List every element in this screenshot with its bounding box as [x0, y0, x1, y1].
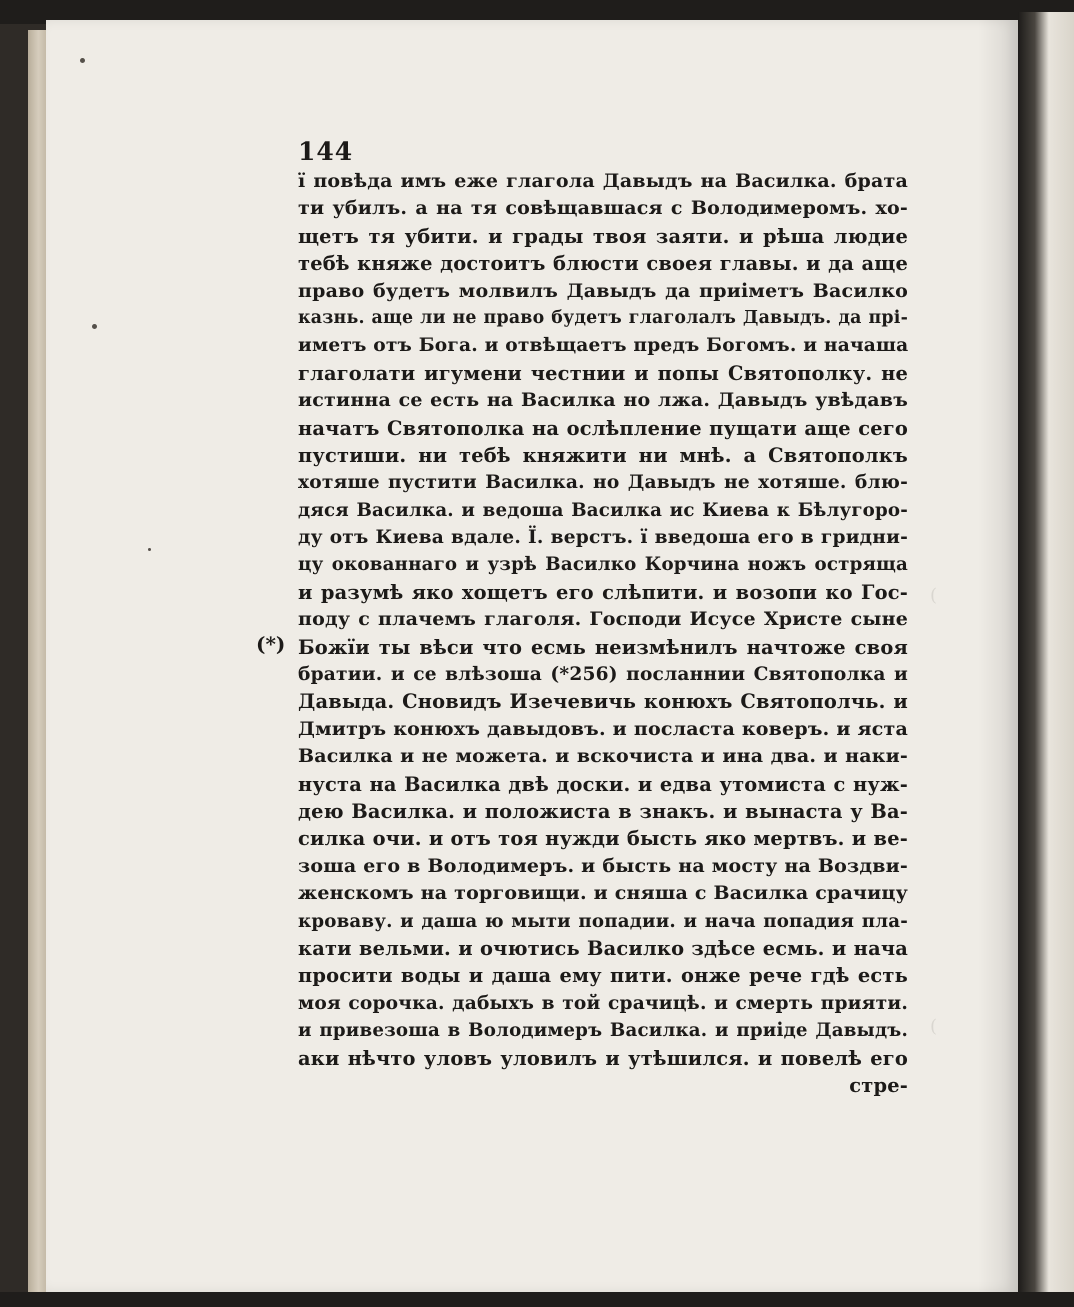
text-line: цу окованнаго и узрѣ Василко Корчина ножъ остряща: [298, 554, 908, 576]
text-line: глаголати игумени честнии и попы Святополку. не: [298, 361, 908, 385]
text-line: хотяше пустити Василка. но Давыдъ не хотяше. блю-: [298, 472, 908, 494]
text-line: кати вельми. и очютись Василко здѣсе есмь. и нача: [298, 936, 908, 960]
text-line: силка очи. и отъ тоя нужди бысть яко мертвъ. и ве-: [298, 827, 908, 851]
paper-speck: [92, 324, 97, 329]
text-line: и привезоша в Володимеръ Василка. и приіде Давыдъ.: [298, 1020, 908, 1042]
text-line: ти убилъ. а на тя совѣщавшася с Володимеромъ. хо-: [298, 197, 908, 220]
text-line: Давыда. Сновидъ Изечевичь конюхъ Святополчь. и: [298, 690, 908, 714]
page-number: 144: [298, 137, 354, 166]
text-line: истинна се есть на Василка но лжа. Давыдъ увѣдавъ: [298, 389, 908, 412]
text-line: кроваву. и даша ю мыти попадии. и нача попадия пла-: [298, 910, 908, 932]
text-line: зоша его в Володимеръ. и бысть на мосту на Воздви-: [298, 854, 908, 877]
text-line: тебѣ княже достоитъ блюсти своея главы. и да аще: [298, 252, 908, 276]
text-line: и разумѣ яко хощетъ его слѣпити. и возопи ко Гос-: [298, 580, 908, 604]
text-line: право будетъ молвилъ Давыдъ да приіметъ Василко: [298, 279, 908, 302]
text-line: Божїи ты вѣси что есмь неизмѣнилъ начтоже своя: [298, 635, 908, 659]
bleed-through-mark: (: [930, 1016, 938, 1037]
catchword: стре-: [849, 1073, 908, 1097]
text-line: казнь. аще ли не право будетъ глаголалъ Давыдъ. да прі-: [298, 307, 908, 328]
text-line: Василка и не можета. и вскочиста и ина два. и наки-: [298, 745, 908, 768]
text-line: Дмитръ конюхъ давыдовъ. и посласта коверъ. и яста: [298, 717, 908, 740]
text-line: братии. и се влѣзоша (*256) посланнии Святополка и: [298, 664, 908, 686]
text-line: нуста на Василка двѣ доски. и едва утомиста с нуж-: [298, 772, 908, 796]
footnote-marker: (*): [256, 632, 286, 656]
text-line: иметъ отъ Бога. и отвѣщаетъ предъ Богомъ. и начаша: [298, 335, 909, 357]
text-line: женскомъ на торговищи. и сняша с Василка срачицу: [298, 882, 908, 905]
bleed-through-mark: (: [930, 585, 938, 606]
facing-page-edge: [1018, 12, 1074, 1302]
paper-speck: [80, 58, 85, 63]
page-text: [298, 138, 908, 1099]
scan-border-bottom: [0, 1292, 1074, 1307]
text-line: начатъ Святополка на ослѣпление пущати аще сего: [298, 416, 908, 440]
text-line: дяся Василка. и ведоша Василка ис Киева к Бѣлугоро-: [298, 499, 908, 521]
text-line: аки нѣчто уловъ уловилъ и утѣшился. и повелѣ его: [298, 1046, 908, 1070]
text-line: поду с плачемъ глаголя. Господи Исусе Христе сыне: [298, 608, 908, 631]
paper-speck: [148, 548, 151, 551]
text-line: просити воды и даша ему пити. онже рече гдѣ есть: [298, 964, 908, 988]
gutter-shadow: [978, 20, 1018, 1292]
text-line: пустиши. ни тебѣ княжити ни мнѣ. а Святополкъ: [298, 443, 908, 467]
text-line: ї повѣда имъ еже глагола Давыдъ на Василка. брата: [298, 170, 908, 192]
text-line: дею Василка. и положиста в знакъ. и вынаста у Ва-: [298, 799, 908, 823]
text-line: щетъ тя убити. и грады твоя заяти. и рѣша людие: [298, 224, 908, 248]
text-line: ду отъ Киева вдале. Ї. верстъ. ї введоша его в гридни-: [298, 527, 908, 549]
text-line: моя сорочка. дабыхъ в той срачицѣ. и смерть прияти.: [298, 992, 908, 1014]
